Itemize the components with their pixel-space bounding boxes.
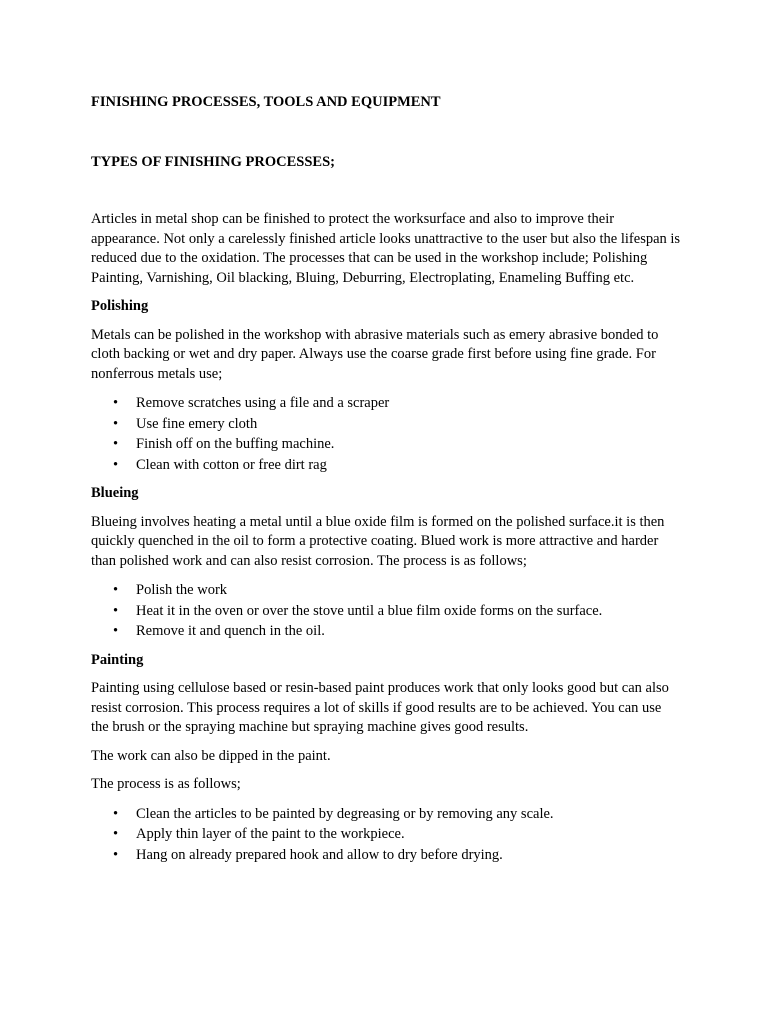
list-item-text: Clean the articles to be painted by degreasing or by removing any scale. (136, 805, 554, 822)
list-item-text: Polish the work (136, 582, 228, 598)
bullet-icon: • (113, 395, 119, 411)
list-item (91, 804, 681, 825)
list-item (91, 580, 681, 601)
painting-heading: Painting (91, 651, 144, 668)
list-item (91, 824, 681, 845)
blueing-heading: Blueing (91, 485, 139, 501)
document-body (91, 92, 681, 865)
painting-list (91, 804, 681, 866)
intro-paragraph: Articles in metal shop can be finished to protect the worksurface and also to improve their appearance. Not only a carelessly finished article looks unattractive to the user but also the lifespan is reduced due to the oxidation. The processes that can be used in the workshop include; Polishing Painting, Varnishing, Oil blacking, Bluing, Deburring, Electroplating, Enameling Buffing etc. (91, 211, 681, 286)
blueing-paragraph: Blueing involves heating a metal until a blue oxide film is formed on the polished surface.it is then quickly quenched in the oil to form a protective coating. Blued work is more attractive and harder than polished work and can also resist corrosion. The process is as follows; (91, 513, 665, 569)
list-item (91, 393, 681, 414)
list-item (91, 434, 681, 455)
list-item (91, 455, 681, 476)
section-title: TYPES OF FINISHING PROCESSES; (91, 154, 336, 170)
polishing-heading: Polishing (91, 298, 149, 314)
list-item (91, 845, 681, 866)
list-item-text: Use fine emery cloth (136, 415, 258, 432)
bullet-icon: • (113, 846, 119, 863)
painting-process-paragraph: The process is as follows; (91, 776, 241, 792)
list-item-text: Clean with cotton or free dirt rag (136, 456, 327, 473)
polishing-paragraph: Metals can be polished in the workshop with abrasive materials such as emery abrasive bonded to cloth backing or wet and dry paper. Always use the coarse grade first before using fine grade. For nonferrous metals use; (91, 326, 659, 382)
list-item-text: Finish off on the buffing machine. (136, 436, 335, 452)
bullet-icon: • (113, 415, 119, 432)
list-item-text: Remove it and quench in the oil. (136, 623, 325, 639)
bullet-icon: • (113, 805, 119, 822)
painting-dip-paragraph: The work can also be dipped in the paint. (91, 747, 331, 764)
list-item (91, 414, 681, 435)
list-item (91, 601, 681, 622)
bullet-icon: • (113, 436, 119, 452)
page-title: FINISHING PROCESSES, TOOLS AND EQUIPMENT (91, 94, 441, 110)
polishing-list (91, 393, 681, 475)
blueing-list (91, 580, 681, 642)
list-item-text: Heat it in the oven or over the stove until a blue film oxide forms on the surface. (136, 602, 603, 619)
bullet-icon: • (113, 582, 119, 598)
list-item-text: Remove scratches using a file and a scraper (136, 395, 390, 411)
list-item-text: Hang on already prepared hook and allow to dry before drying. (136, 846, 503, 863)
list-item-text: Apply thin layer of the paint to the workpiece. (136, 826, 405, 842)
bullet-icon: • (113, 623, 119, 639)
bullet-icon: • (113, 602, 119, 619)
bullet-icon: • (113, 826, 119, 842)
painting-paragraph: Painting using cellulose based or resin-based paint produces work that only looks good but can also resist corrosion. This process requires a lot of skills if good results are to be achieved. You can use the brush or the spraying machine but spraying machine gives good results. (91, 680, 669, 735)
list-item (91, 621, 681, 642)
bullet-icon: • (113, 456, 119, 473)
